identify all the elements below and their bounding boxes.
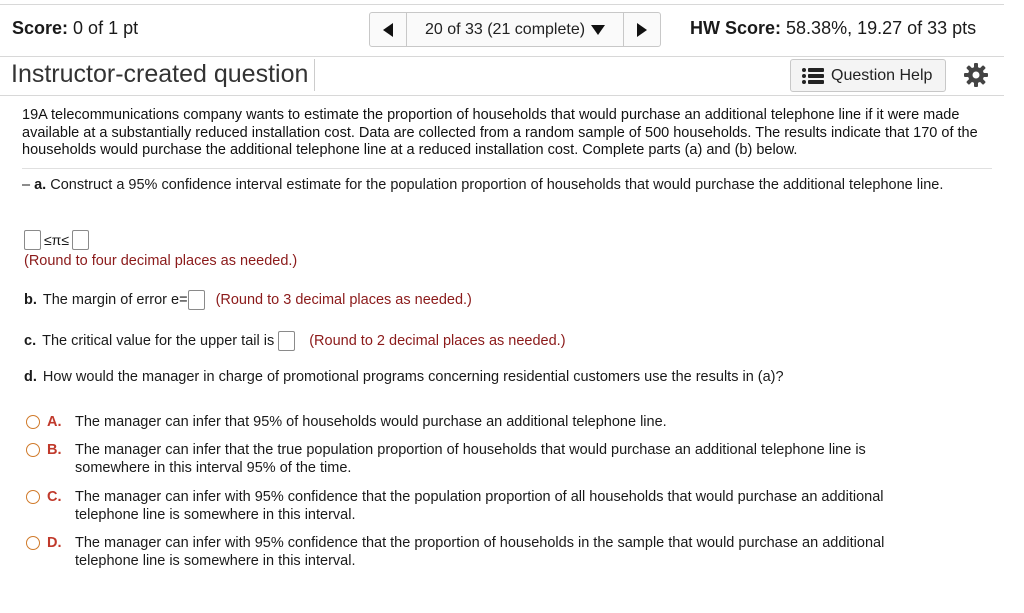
option-b-text: The manager can infer that the true population proportion of households that would purchase an additional telephone line is somewhere in this interval 95% of the time. [75,442,866,476]
part-c-round-note: (Round to 2 decimal places as needed.) [309,333,566,349]
part-d-label: d. [24,369,37,385]
lower-bound-input[interactable] [24,230,41,250]
critical-value-input[interactable] [278,331,295,351]
option-a[interactable] [24,414,944,432]
option-d-letter: D. [47,535,62,551]
score-label: Score: [12,18,69,38]
list-icon [801,67,825,85]
top-divider [0,4,1004,5]
option-c[interactable] [24,489,944,524]
part-b-text: The margin of error e= [42,292,188,308]
option-c-radio[interactable] [26,490,40,504]
part-b-label: b. [24,292,37,308]
problem-statement: 19A telecommunications company wants to estimate the proportion of households that would purchase an additional telephone line if it were made available at a substantially reduced installation cost. Data are collected from a random sample of 500 households. The results indicate that 170 of the households would purchase the additional telephone line at a reduced installation cost. Complete parts (a) and (b) below. [22,107,978,158]
option-c-letter: C. [47,489,62,505]
hw-score-label: HW Score: [690,18,782,38]
option-a-radio[interactable] [26,415,40,429]
part-c-label: c. [24,333,37,349]
problem-divider [22,168,992,169]
part-d-row [24,369,784,385]
triangle-down-icon [591,25,605,35]
titlebar-divider [0,56,1004,57]
question-help-label: Question Help [831,66,933,84]
hw-score-value: 58.38%, 19.27 of 33 pts [786,18,977,38]
part-a-question [22,177,982,195]
part-b-row [24,290,472,310]
part-a-label: a. [34,177,47,193]
hw-score-display [690,18,976,39]
question-help-button[interactable] [790,59,946,92]
header-divider [0,95,1004,96]
score-display [12,18,138,39]
next-question-button[interactable] [624,13,660,46]
previous-question-button[interactable] [370,13,406,46]
part-c-text: The critical value for the upper tail is [42,333,275,349]
part-c-row [24,331,566,351]
option-d-radio[interactable] [26,536,40,550]
part-a-text: Construct a 95% confidence interval estimate for the population proportion of households that would purchase the additional telephone line. [50,177,944,193]
part-b-round-note: (Round to 3 decimal places as needed.) [215,292,472,308]
option-a-text: The manager can infer that 95% of households would purchase an additional telephone line. [75,414,667,430]
inequality-symbols: ≤π≤ [44,232,70,248]
option-a-letter: A. [47,414,62,430]
option-b[interactable] [24,442,944,477]
gear-icon[interactable] [963,62,989,88]
question-position-text: 20 of 33 (21 complete) [424,20,586,38]
option-d-text: The manager can infer with 95% confidence that the proportion of households in the sample that would purchase an additional telephone line is somewhere in this interval. [75,535,885,569]
option-b-radio[interactable] [26,443,40,457]
option-c-text: The manager can infer with 95% confidence that the population proportion of all households that would purchase an additional telephone line is somewhere in this interval. [75,489,884,523]
part-d-text: How would the manager in charge of promotional programs concerning residential customers use the results in (a)? [42,369,784,385]
part-a-round-note: (Round to four decimal places as needed.) [24,253,298,269]
page-title: Instructor-created question [11,59,315,91]
question-navigator [369,12,661,47]
question-position-dropdown[interactable] [407,13,623,46]
triangle-right-icon [637,23,647,37]
collapse-toggle[interactable]: – [22,177,31,193]
margin-of-error-input[interactable] [188,290,205,310]
upper-bound-input[interactable] [72,230,89,250]
confidence-interval-inputs [24,230,89,250]
option-d[interactable] [24,535,944,570]
score-value: 0 of 1 pt [73,18,139,38]
triangle-left-icon [383,23,393,37]
option-b-letter: B. [47,442,62,458]
